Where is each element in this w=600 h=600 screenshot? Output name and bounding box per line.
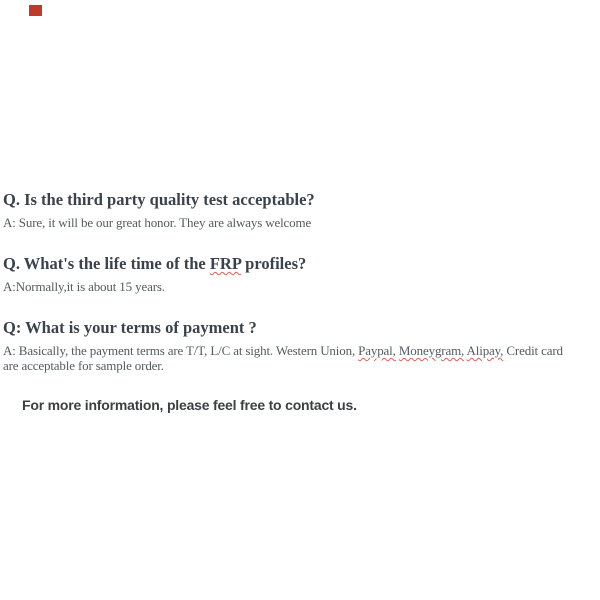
faq-question <box>3 190 596 210</box>
faq-section <box>3 190 596 413</box>
answer-text-misspelled: Alipay, <box>466 343 504 358</box>
faq-item-life-time <box>3 254 596 294</box>
answer-text-misspelled: Paypal, <box>358 343 396 358</box>
faq-question <box>3 254 596 274</box>
answer-line <box>3 343 596 358</box>
faq-item-quality-test <box>3 190 596 230</box>
contact-cta: For more information, please feel free to contact us. <box>22 397 357 413</box>
faq-answer <box>3 343 596 373</box>
answer-line <box>3 215 596 230</box>
answer-line <box>3 358 596 373</box>
question-text-misspelled: FRP <box>209 254 242 273</box>
answer-text: Credit card <box>503 343 563 358</box>
answer-text: are acceptable for sample order. <box>3 358 164 373</box>
question-text: profiles? <box>241 254 307 273</box>
broken-image-icon <box>29 5 42 16</box>
question-text: Q. What's the life time of the <box>3 254 210 273</box>
faq-question <box>3 318 596 338</box>
faq-answer <box>3 215 596 230</box>
answer-text: A: Sure, it will be our great honor. They are always welcome <box>3 215 312 230</box>
faq-item-payment-terms <box>3 318 596 373</box>
answer-text-misspelled: Moneygram, <box>398 343 465 358</box>
faq-answer <box>3 279 596 294</box>
answer-line <box>3 279 596 294</box>
question-text: Q: What is your terms of payment ? <box>3 318 257 337</box>
answer-text: A:Normally,it is about 15 years. <box>3 279 165 294</box>
question-text: Q. Is the third party quality test acceptable? <box>3 190 315 209</box>
answer-text: A: Basically, the payment terms are T/T, L/C at sight. Western Union, <box>3 343 359 358</box>
